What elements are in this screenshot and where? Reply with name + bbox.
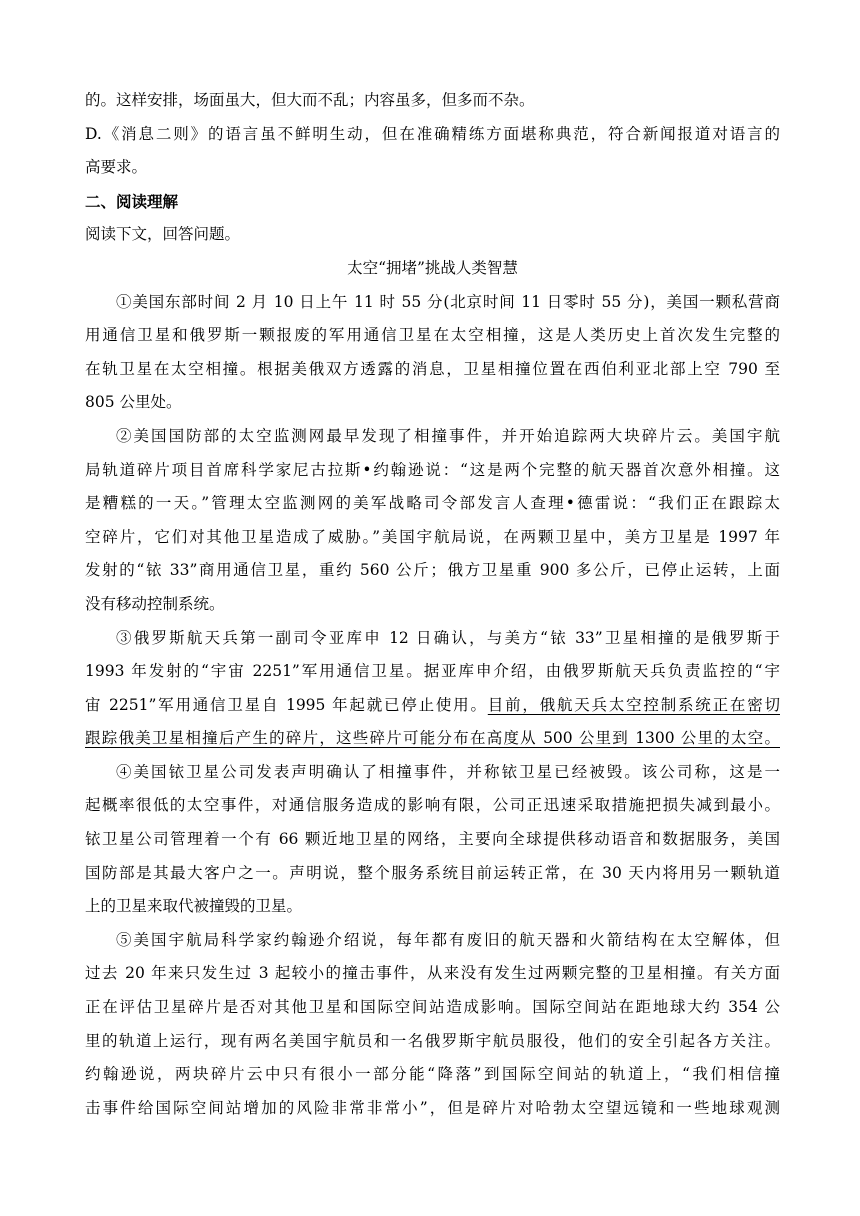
section-heading: 二、阅读理解 (85, 191, 179, 211)
paragraph-line (85, 689, 780, 723)
paragraph-line: ④美国铱卫星公司发表声明确认了相撞事件，并称铱卫星已经被毁。该公司称，这是一 (116, 762, 780, 781)
option-d-line: D.《消息二则》的语言虽不鲜明生动，但在准确精练方面堪称典范，符合新闻报道对语言的 (85, 124, 780, 143)
underlined-text: 目前，俄航天兵太空控制系统正在密切 (487, 695, 780, 714)
paragraph-line: ③俄罗斯航天兵第一副司令亚库申 12 日确认，与美方“铱 33”卫星相撞的是俄罗斯于 (116, 628, 780, 647)
paragraph-line: 国防部是其最大客户之一。声明说，整个服务系统目前运转正常，在 30 天内将用另一颗轨道 (85, 863, 780, 882)
paragraph-line: 空碎片，它们对其他卫星造成了威胁。”美国宇航局说，在两颗卫星中，美方卫星是 1997 年 (85, 527, 780, 546)
paragraph-line: 没有移动控制系统。 (85, 594, 225, 613)
paragraph-3 (85, 622, 780, 756)
paragraph-line: 805 公里处。 (85, 393, 182, 412)
paragraph-line: 上的卫星来取代被撞毁的卫星。 (85, 897, 303, 916)
paragraph-line: 里的轨道上运行，现有两名美国宇航员和一名俄罗斯宇航员服役，他们的安全引起各方关注。 (85, 1031, 780, 1050)
instruction: 阅读下文，回答问题。 (85, 225, 241, 244)
text-line: 高要求。 (85, 158, 148, 177)
paragraph-line: 局轨道碎片项目首席科学家尼古拉斯•约翰逊说：“这是两个完整的航天器首次意外相撞。这 (85, 460, 780, 479)
paragraph-1 (85, 286, 780, 420)
paragraph-line: 约翰逊说，两块碎片云中只有很小一部分能“降落”到国际空间站的轨道上，“我们相信撞 (85, 1065, 780, 1084)
paragraph-line: ①美国东部时间 2 月 10 日上午 11 时 55 分(北京时间 11 日零时 55 分)，美国一颗私营商 (116, 292, 780, 311)
paragraph-2 (85, 420, 780, 622)
paragraph-5 (85, 924, 780, 1126)
text-line: 的。这样安排，场面虽大，但大而不乱；内容虽多，但多而不杂。 (85, 91, 535, 109)
plain-text: 宙 2251”军用通信卫星自 1995 年起就已停止使用。 (85, 695, 488, 714)
paragraph-line: 是糟糕的一天。”管理太空监测网的美军战略司令部发言人查理•德雷说：“我们正在跟踪太 (85, 494, 780, 513)
paragraph-line: 用通信卫星和俄罗斯一颗报废的军用通信卫星在太空相撞，这是人类历史上首次发生完整的 (85, 326, 780, 345)
paragraph-4 (85, 756, 780, 924)
paragraph-line: 在轨卫星在太空相撞。根据美俄双方透露的消息，卫星相撞位置在西伯利亚北部上空 790 至 (85, 359, 780, 378)
paragraph-line: 正在评估卫星碎片是否对其他卫星和国际空间站造成影响。国际空间站在距地球大约 354 公 (85, 998, 780, 1017)
document-page (85, 84, 780, 1125)
paragraph-line: 击事件给国际空间站增加的风险非常非常小”，但是碎片对哈勃太空望远镜和一些地球观测 (85, 1098, 780, 1117)
paragraph-line: 铱卫星公司管理着一个有 66 颗近地卫星的网络，主要向全球提供移动语音和数据服务，美国 (85, 830, 780, 849)
underlined-line: 跟踪俄美卫星相撞后产生的碎片，这些碎片可能分布在高度从 500 公里到 1300 公里的太空。 (85, 729, 780, 748)
paragraph-line: 起概率很低的太空事件，对通信服务造成的影响有限，公司正迅速采取措施把损失减到最小。 (85, 796, 780, 815)
paragraph-line: ⑤美国宇航局科学家约翰逊介绍说，每年都有废旧的航天器和火箭结构在太空解体，但 (116, 930, 780, 949)
paragraph-line: 发射的“铱 33”商用通信卫星，重约 560 公斤；俄方卫星重 900 多公斤，已停止运转，上面 (85, 561, 780, 580)
paragraph-line: 过去 20 年来只发生过 3 起较小的撞击事件，从来没有发生过两颗完整的卫星相撞。有关方面 (85, 964, 780, 983)
paragraph-line: ②美国国防部的太空监测网最早发现了相撞事件，并开始追踪两大块碎片云。美国宇航 (116, 426, 780, 445)
paragraph-line: 1993 年发射的“宇宙 2251”军用通信卫星。据亚库申介绍，由俄罗斯航天兵负责监控的“宇 (85, 662, 780, 681)
article-title: 太空“拥堵”挑战人类智慧 (347, 258, 518, 277)
